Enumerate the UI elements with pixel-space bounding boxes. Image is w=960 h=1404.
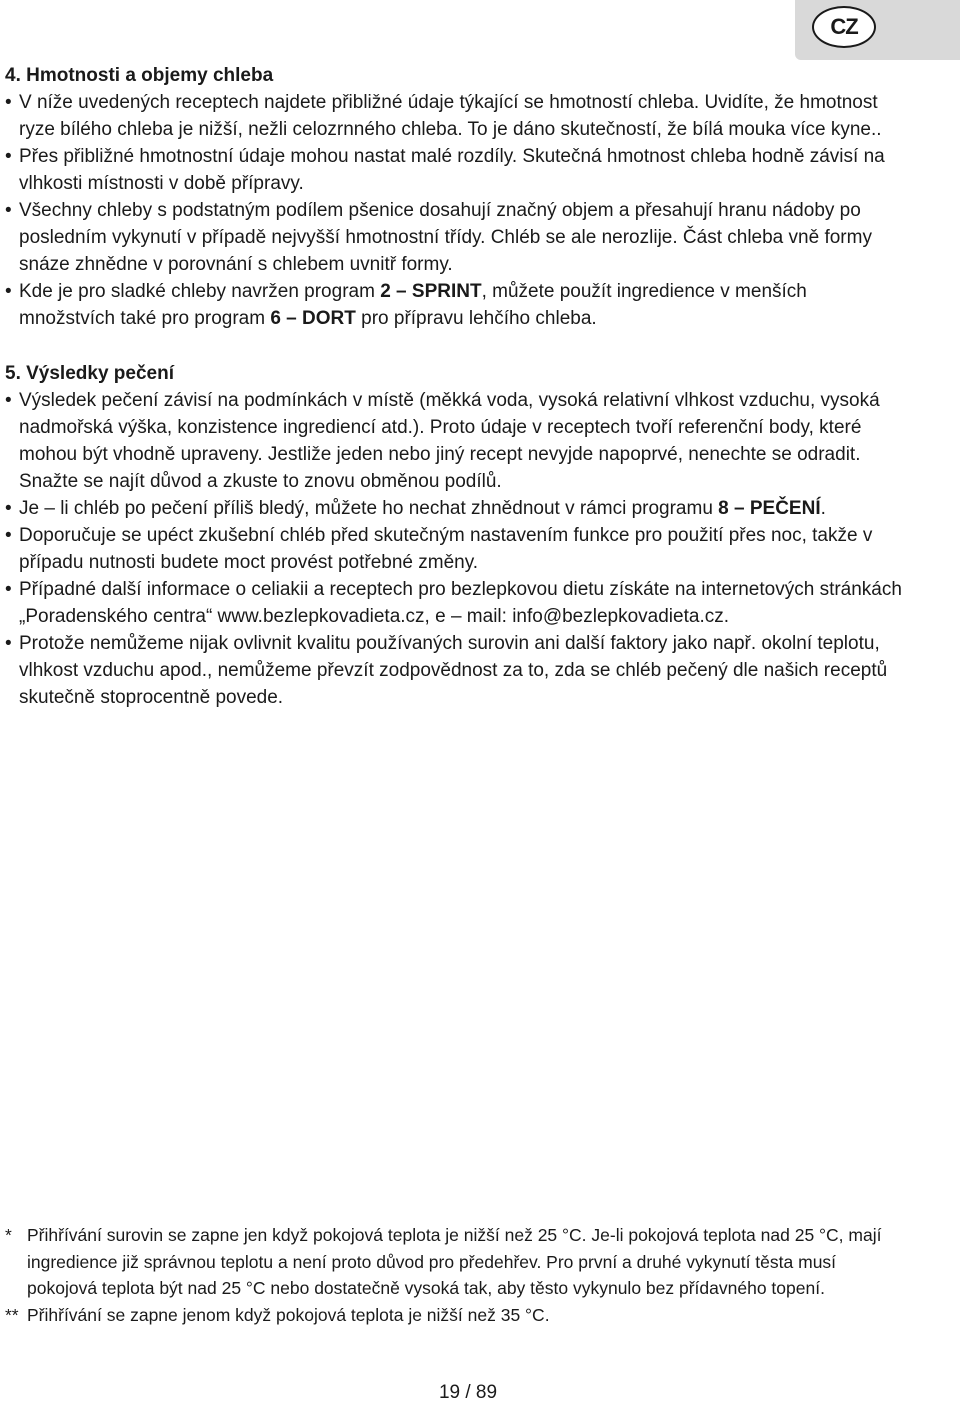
footnote-mark: * bbox=[5, 1225, 12, 1245]
section-4-heading: 4. Hmotnosti a objemy chleba bbox=[5, 65, 274, 86]
section-4-list bbox=[5, 89, 905, 332]
program-name: 8 – PEČENÍ bbox=[718, 498, 821, 519]
list-item: • Doporučuje se upéct zkušební chléb před skutečným nastavením funkce pro použití přes noc, takže v případu nutnosti budete moct provést potřebné změny. bbox=[5, 522, 905, 576]
program-name: 2 – SPRINT bbox=[380, 281, 482, 302]
list-item: • V níže uvedených receptech najdete přibližné údaje týkající se hmotností chleba. Uvidíte, že hmotnost ryze bílého chleba je nižší, nežli celozrnného chleba. To je dáno skutečností, že bílá mouka více kyne.. bbox=[5, 89, 905, 143]
item-text: . bbox=[820, 498, 826, 519]
footnote bbox=[5, 1302, 905, 1329]
page-number: 19 / 89 bbox=[438, 1382, 498, 1403]
list-item bbox=[5, 495, 905, 522]
list-item: • Protože nemůžeme nijak ovlivnit kvalitu používaných surovin ani další faktory jako např. okolní teplotu, vlhkost vzduchu apod., nemůžeme převzít zodpovědnost za to, zda se chléb pečený dle našich receptů skutečně stoprocentně povede. bbox=[5, 630, 905, 711]
section-5-heading: 5. Výsledky pečení bbox=[5, 363, 174, 384]
item-text: , můžete použít ingredience v menších množstvích také pro program bbox=[19, 281, 807, 329]
language-badge: CZ bbox=[812, 6, 876, 48]
program-name: 6 – DORT bbox=[270, 308, 356, 329]
main-content bbox=[5, 62, 905, 711]
list-item bbox=[5, 278, 905, 332]
section-5-list bbox=[5, 387, 905, 711]
footnotes bbox=[5, 1222, 905, 1328]
footnote-mark: ** bbox=[5, 1304, 19, 1325]
footnote-text: Přihřívání surovin se zapne jen když pokojová teplota je nižší než 25 °C. Je-li pokojová teplota nad 25 °C, mají ingredience již správnou teplotu a není proto důvod pro předehřev. Pro první a druhé vykynutí těsta musí pokojová teplota být nad 25 °C nebo dostatečně vysoká tak, aby těsto vykynulo bez přídavného topení. bbox=[27, 1225, 882, 1298]
item-text: pro přípravu lehčího chleba. bbox=[355, 308, 597, 329]
footnote bbox=[5, 1222, 905, 1302]
list-item: • Případné další informace o celiakii a receptech pro bezlepkovou dietu získáte na internetových stránkách „Poradenského centra“ www.bezlepkovadieta.cz, e – mail: info@bezlepkovadieta.cz. bbox=[5, 576, 905, 630]
footnote-text: Přihřívání se zapne jenom když pokojová teplota je nižší než 35 °C. bbox=[27, 1304, 550, 1325]
list-item: • Všechny chleby s podstatným podílem pšenice dosahují značný objem a přesahují hranu nádoby po posledním vykynutí v případě nejvyšší hmotnostní třídy. Chléb se ale nerozlije. Část chleba vně formy snáze zhnědne v porovnání s chlebem uvnitř formy. bbox=[5, 197, 905, 278]
item-text: Kde je pro sladké chleby navržen program bbox=[19, 281, 381, 302]
item-text: Je – li chléb po pečení příliš bledý, můžete ho nechat zhnědnout v rámci programu bbox=[19, 498, 719, 519]
list-item: • Výsledek pečení závisí na podmínkách v místě (měkká voda, vysoká relativní vlhkost vzduchu, vysoká nadmořská výška, konzistence ingrediencí atd.). Proto údaje v receptech tvoří referenční body, které mohou být vhodně upraveny. Jestliže jeden nebo jiný recept nevyjde napoprvé, nenechte se odradit. Snažte se najít důvod a zkuste to znovu obměnou podílů. bbox=[5, 387, 905, 495]
list-item: • Přes přibližné hmotnostní údaje mohou nastat malé rozdíly. Skutečná hmotnost chleba hodně závisí na vlhkosti místnosti v době přípravy. bbox=[5, 143, 905, 197]
